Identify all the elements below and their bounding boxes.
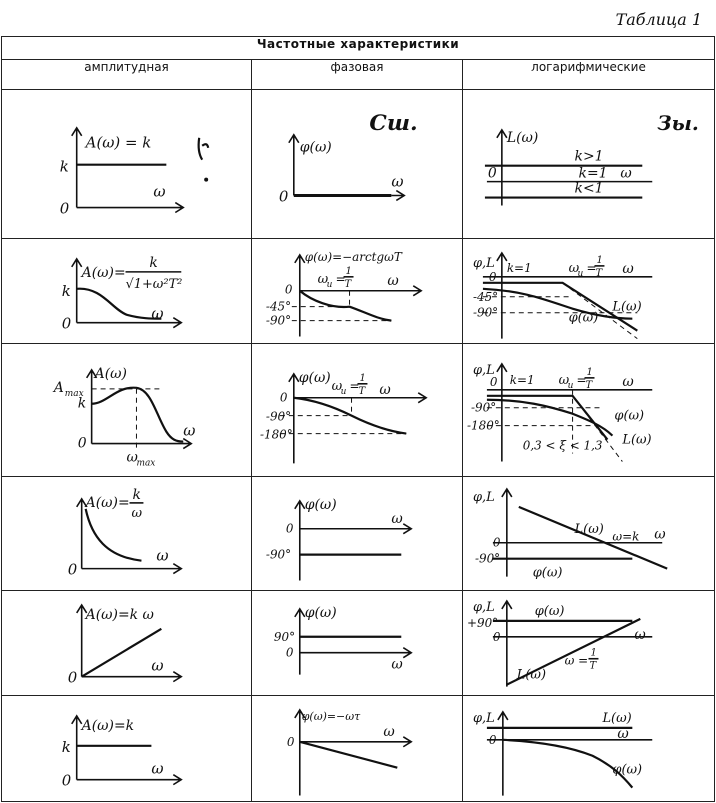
log-omega-label: ω [622,373,634,390]
log-omega-label: ω [617,725,629,742]
phase-cell [252,477,463,591]
log-plot [463,591,714,695]
amp-cell [2,90,252,239]
log-origin: 0 [487,165,497,182]
omega-u-eq: = [576,372,587,387]
phase-omega-label: ω [391,656,403,673]
tick-minus-45: -45° [472,290,499,305]
curve-L-label: L(ω) [612,300,642,316]
omega-u-num: 1 [586,366,593,378]
phase-cell [252,344,463,477]
curve-phi-label: φ(ω) [532,566,563,582]
omega-max-sub: max [136,458,156,469]
amp-origin: 0 [77,435,87,452]
tick-0: 0 [492,536,501,551]
tick-plus-90: 90° [273,629,296,644]
phase-cell [252,695,463,802]
phase-y-label: φ(ω) [299,139,332,156]
amp-omega-label: ω [151,759,164,778]
omega-u-sub: u [340,386,347,397]
phase-cell [252,90,463,239]
amplitude-plot [2,696,251,802]
log-cell [463,90,715,239]
frequency-characteristics-table [1,36,715,802]
log-y-label: φ,L [472,256,495,272]
log-y-label: φ,L [472,490,495,506]
amp-omega-label: ω [151,305,164,324]
log-y-label: L(ω) [506,129,539,146]
tick-minus-90: -90° [472,306,499,321]
table-row [2,90,715,239]
log-cell [463,477,715,591]
omega-u-eq: = [335,272,346,287]
log-omega-label: ω [654,527,666,544]
omega-u-den: T [344,279,352,291]
omega-u-num: 1 [345,266,352,278]
omega-u: ω [558,372,570,388]
tick-0: 0 [488,732,497,747]
log-y-label: φ,L [472,710,495,726]
xi-range: 0,3 < ξ < 1,3 [522,438,603,453]
phase-y-label: φ(ω) [304,497,337,514]
amp-amax-sub: max [64,388,84,399]
omega-u-sub: u [577,269,584,280]
omega-u-sub: u [567,380,574,391]
log-cell [463,239,715,344]
omega-u-num: 1 [359,372,366,384]
omega-u: ω [317,272,329,288]
phase-omega-label: ω [391,511,403,528]
amp-omega-label: ω [153,182,166,201]
log-label-k-gt-1: k>1 [574,148,604,165]
log-plot [463,477,714,590]
tick-0: 0 [492,629,501,644]
log-k-label: k=1 [509,372,535,387]
phase-plot [252,696,462,801]
log-plot [463,90,714,238]
phase-plot [252,477,462,589]
log-cell [463,695,715,802]
ink-dot [204,178,208,182]
table-caption: Таблица 1 [615,10,702,29]
column-header-amplitude: амплитудная [2,60,252,90]
column-header-log: логарифмические [463,60,715,90]
amp-k-label: k [61,737,71,756]
omega-u-num: 1 [596,255,603,267]
tick-minus-180: -180° [466,418,500,433]
amp-formula-lhs: A(ω)= [85,495,130,512]
tick-minus-45: -45° [265,300,292,315]
amp-cell [2,344,252,477]
amp-omega-label: ω [156,547,169,566]
phase-plot [252,591,462,695]
amp-omega-label: ω [151,656,164,675]
table-row [2,344,715,477]
amplitude-plot [2,239,251,343]
phase-y-label: φ(ω) [298,369,331,386]
amp-formula-num: k [132,487,141,504]
tick-minus-90: -90° [474,552,501,567]
amp-formula-lhs: A(ω)= [81,265,126,282]
log-k-label: k=1 [506,261,532,276]
tick-plus-90: +90° [466,615,499,630]
log-label-k-lt-1: k<1 [574,180,604,197]
phase-cell [252,591,463,696]
omega-t-num: 1 [590,647,597,659]
amp-formula: A(ω)=k ω [85,606,154,623]
amp-formula-num: k [149,255,158,272]
phase-cell [252,239,463,344]
tick-minus-90: -90° [265,409,292,424]
phase-plot [252,90,462,238]
amp-cell [2,591,252,696]
tick-0: 0 [285,522,294,537]
curve-phi-label: φ(ω) [612,762,643,778]
log-cell [463,344,715,477]
table-row [2,477,715,591]
handwritten-mark [199,138,209,160]
curve-phi-label: φ(ω) [614,408,645,424]
omega-k-label: ω=k [612,530,640,545]
amp-y-label: A(ω) [94,365,127,382]
curve-L-label: L(ω) [574,522,604,538]
log-y-label: φ,L [472,362,495,378]
handwritten-note: Сш. [369,109,418,136]
phase-omega-label: ω [387,273,399,290]
log-cell [463,591,715,696]
amp-formula-den: ω [131,506,143,522]
amp-cell [2,695,252,802]
amp-formula: A(ω) = k [85,133,152,152]
phase-plot [252,344,462,476]
curve-L-label: L(ω) [622,432,652,448]
tick-minus-90: -90° [265,313,292,328]
log-omega-label: ω [620,165,632,182]
amplitude-plot [2,90,251,238]
omega-u-sub: u [326,280,333,291]
tick-0: 0 [489,374,498,389]
omega-u-den: T [358,385,366,397]
amp-amax: A [53,379,64,396]
log-plot [463,344,714,476]
tick-minus-180: -180° [259,427,293,442]
curve-phi-label: φ(ω) [568,311,599,327]
column-header-phase: фазовая [252,60,463,90]
phase-plot [252,239,462,343]
log-omega-label: ω [634,626,646,643]
phase-omega-label: ω [391,172,404,191]
table-row [2,591,715,696]
phase-formula: φ(ω)=−ωτ [301,709,361,723]
log-omega-label: ω [622,261,634,278]
handwritten-note: Зы. [657,110,699,135]
amplitude-plot [2,344,251,476]
amp-origin: 0 [61,771,72,790]
amp-k-label: k [61,282,71,301]
omega-u-eq: = [349,378,360,393]
phase-origin: 0 [278,187,289,206]
omega-t-label: ω = [564,653,589,668]
log-y-label: φ,L [472,599,495,615]
amp-origin: 0 [61,315,72,334]
amp-cell [2,477,252,591]
omega-u: ω [331,378,343,394]
amp-cell [2,239,252,344]
log-plot [463,696,714,802]
table-title: Частотные характеристики [2,37,715,60]
omega-t-den: T [589,660,597,672]
amp-k-label: k [77,395,87,412]
phase-formula: φ(ω)=−arctgωT [304,250,402,265]
omega-u-den: T [595,268,603,280]
amp-formula-den: √1+ω²T² [125,277,183,293]
curve-L-label: L(ω) [516,667,547,683]
amp-origin: 0 [67,668,78,687]
amp-k-label: k [59,157,69,176]
log-label-k-eq-1: k=1 [578,165,608,182]
tick-0: 0 [488,270,497,285]
omega-u-eq: = [586,261,597,276]
log-plot [463,239,714,343]
curve-L-label: L(ω) [602,710,632,726]
phase-omega-label: ω [379,381,391,398]
amp-origin: 0 [59,199,70,218]
curve-phi-label: φ(ω) [534,603,565,619]
tick-0: 0 [285,645,294,660]
amplitude-plot [2,477,251,590]
omega-u-den: T [585,379,593,391]
tick-0: 0 [284,283,293,298]
phase-y-label: φ(ω) [304,604,337,621]
tick-minus-90: -90° [470,400,497,415]
amp-omega-label: ω [183,421,196,440]
omega-max: ω [126,449,138,466]
amplitude-plot [2,591,251,695]
amp-origin: 0 [67,561,78,580]
tick-minus-90: -90° [265,548,292,563]
tick-0: 0 [279,390,288,405]
amp-formula: A(ω)=k [81,717,135,734]
omega-u: ω [568,261,580,277]
phase-omega-label: ω [383,723,395,740]
tick-0: 0 [286,734,295,749]
table-row [2,695,715,802]
table-row [2,239,715,344]
